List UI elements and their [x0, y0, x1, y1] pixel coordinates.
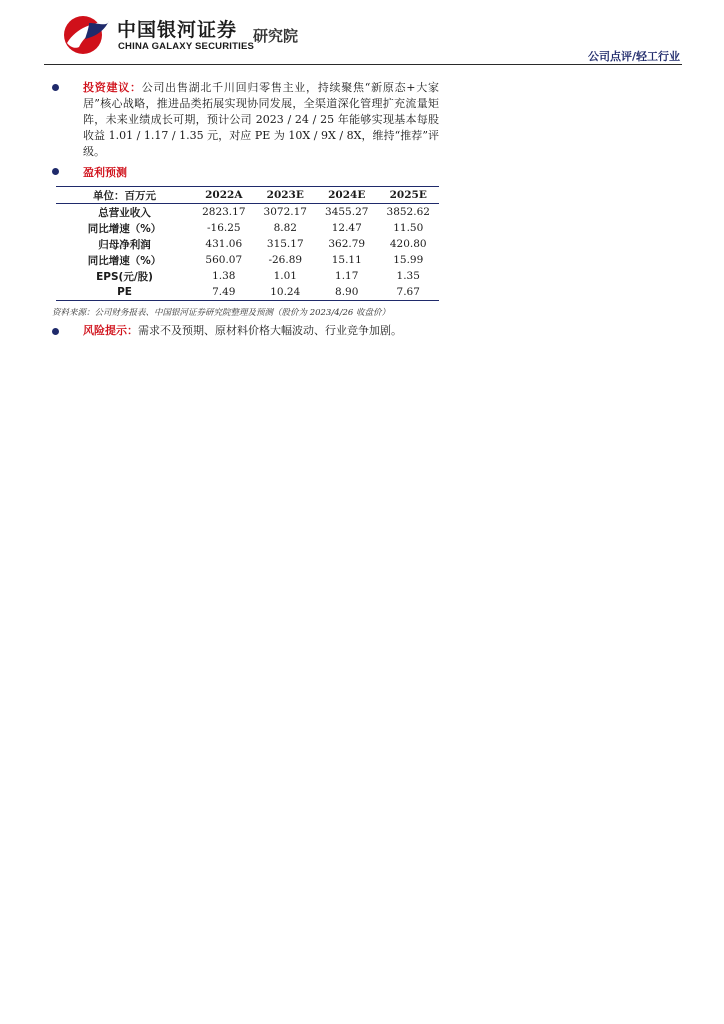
table-cell: 11.50 [393, 222, 424, 234]
table-row [56, 252, 439, 268]
table-cell: 7.49 [193, 284, 254, 301]
investment-label: 投资建议： [83, 81, 142, 94]
column-header: 2023E [255, 187, 316, 204]
table-cell: 2823.17 [202, 206, 246, 218]
report-header [0, 0, 724, 70]
table-cell: 7.67 [377, 284, 439, 301]
risk-label: 风险提示： [83, 324, 138, 337]
table-row [56, 204, 439, 221]
table-cell: 420.80 [389, 238, 427, 250]
table-cell: 15.11 [331, 254, 362, 266]
row-label: 归母净利润 [98, 238, 151, 251]
column-header: 2025E [377, 187, 439, 204]
column-header: 2024E [316, 187, 377, 204]
bullet-icon [52, 168, 59, 175]
table-row [56, 236, 439, 252]
bullet-icon [52, 84, 59, 91]
table-cell: 10.24 [255, 284, 316, 301]
table-row [56, 284, 439, 301]
table-cell: 15.99 [393, 254, 424, 266]
row-label: 同比增速（%） [87, 222, 162, 235]
column-header: 2022A [193, 187, 254, 204]
table-cell: 3455.27 [325, 206, 369, 218]
row-label: 同比增速（%） [87, 254, 162, 267]
risk-warning [83, 323, 483, 339]
investment-advice [83, 80, 439, 160]
galaxy-logo-icon [59, 13, 111, 55]
unit-label: 单位：百万元 [56, 187, 193, 204]
table-cell: -26.89 [268, 254, 303, 266]
institute-label: 研究院 [253, 27, 299, 45]
table-row [56, 220, 439, 236]
forecast-table [56, 186, 439, 301]
bullet-icon [52, 328, 59, 335]
report-category: 公司点评/轻工行业 [587, 50, 680, 63]
row-label: PE [56, 284, 193, 301]
row-label: 总营业收入 [98, 206, 151, 219]
table-cell: 8.82 [273, 222, 297, 234]
table-cell: 8.90 [316, 284, 377, 301]
brand-name-cn: 中国银河证券 [117, 19, 238, 41]
table-source-note: 资料来源：公司财务报表、中国银河证券研究院整理及预测（股价为 2023/4/26 收盘价） [52, 308, 390, 318]
table-cell: 560.07 [205, 254, 243, 266]
forecast-title: 盈利预测 [83, 166, 127, 179]
table-cell: 315.17 [266, 238, 304, 250]
row-label: EPS(元/股) [96, 270, 153, 283]
header-divider [44, 64, 682, 65]
brand-name-en: CHINA GALAXY SECURITIES [118, 41, 255, 52]
risk-text: 需求不及预期、原材料价格大幅波动、行业竞争加剧。 [138, 324, 402, 337]
table-cell: 1.35 [396, 270, 420, 282]
table-header-row [56, 187, 439, 204]
table-cell: 1.17 [335, 270, 359, 282]
table-cell: 362.79 [328, 238, 366, 250]
table-row [56, 268, 439, 284]
table-cell: 431.06 [205, 238, 243, 250]
table-cell: 3072.17 [263, 206, 307, 218]
table-cell: 1.01 [273, 270, 297, 282]
table-cell: -16.25 [206, 222, 241, 234]
investment-text: 公司出售湖北千川回归零售主业，持续聚焦“新原态+大家居”核心战略，推进品类拓展实现协同发展，全渠道深化管理扩充流量矩阵，未来业绩成长可期，预计公司 2023 / 24 / 25 年能够实现基本每股收益 1.01 / 1.17 / 1.35 元，对应 PE 为 10X / 9X / 8X，维持“推荐”评级。 [83, 81, 440, 158]
table-cell: 1.38 [212, 270, 236, 282]
table-cell: 12.47 [331, 222, 362, 234]
table-cell: 3852.62 [386, 206, 430, 218]
